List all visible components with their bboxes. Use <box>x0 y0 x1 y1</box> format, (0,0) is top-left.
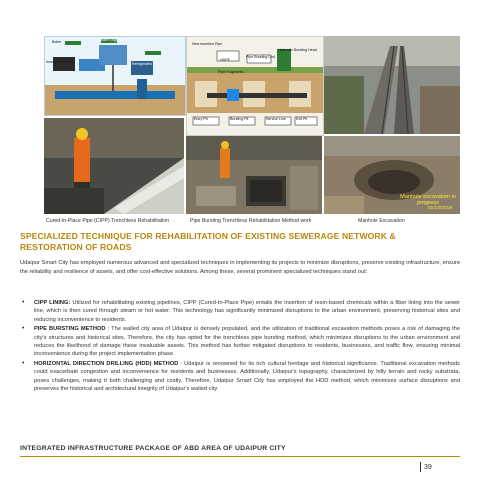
pb-label: Pipe Fragments <box>218 70 244 74</box>
cipp-label: Boiler <box>52 40 62 44</box>
bullet-icon: • <box>22 299 25 306</box>
pb-label: Exit Pit <box>296 117 308 121</box>
pb-label: HDPE <box>220 58 230 62</box>
cipp-schematic-image <box>44 36 186 116</box>
bullet-icon: • <box>22 325 25 333</box>
cipp-label: Refrigerated Truck <box>132 62 162 66</box>
point-text: : Udaipur is renowned for its rich cultural heritage and historical significance. Traditional excavation methods could exacerbate congestion and inconvenience for residents and businesses. Additionally, Udaipur's topography, characterized by hilly terrain and rocky substrata, poses challenges, making it both challenging and costly. Therefore, Udaipur Smart City has employed the HDD method, which minimizes surface disruptions and preserves the historical and architectural integrity of Udaipur's walled city. <box>34 360 461 393</box>
technique-list <box>20 299 460 394</box>
pb-label: Service Line <box>266 117 286 121</box>
bullet-icon: • <box>22 359 25 367</box>
manhole-photo-date: 01/10/2019 <box>428 206 453 211</box>
manhole-photo-label: Manhole excavation in progress <box>400 194 456 206</box>
manhole-caption: Manhole Excavation <box>358 218 405 224</box>
railway-photo-image <box>324 36 460 134</box>
pb-label: Entry Pit <box>194 117 208 121</box>
point-term: HORIZONTAL DIRECTION DRILLING (HDD) METHOD <box>34 360 179 367</box>
point-text: Utilized for rehabilitating existing pipelines, CIPP (Cured-In-Place Pipe) entails the insertion of resin-based chemicals within a fiber lining into the sewer line, which is then cured through steam or hot water. This technology has significantly minimized disruptions to the urban environment, preserving historical sites and reducing inconvenience to residents. <box>34 300 460 323</box>
pb-label: New Insertion Pipe <box>192 42 223 46</box>
cipp-worker-photo-image <box>44 118 184 214</box>
page-number: 39 <box>424 464 432 471</box>
section-heading: SPECIALIZED TECHNIQUE FOR REHABILITATION OF EXISTING SEWERAGE NETWORK & RESTORATION OF ROADS <box>20 231 396 252</box>
pb-label: Hydraulic Bursting Head <box>278 48 317 52</box>
pb-label: Bursting Pit <box>230 117 249 121</box>
cipp-label: Steam Engine <box>98 38 121 42</box>
cipp-caption: Cured-In-Place Pipe (CIPP) Trenchless Rehabilitation <box>46 218 170 224</box>
pipe-bursting-photo-image <box>186 136 322 214</box>
pipe-bursting-caption: Pipe Bursting Trenchless Rehabilitation Method work <box>190 218 312 224</box>
point-term: CIPP LINING: <box>34 300 71 306</box>
cipp-label: Inversion Drum <box>46 60 71 64</box>
list-item <box>20 325 460 359</box>
page-number-divider <box>420 462 421 472</box>
footer-divider <box>20 456 460 457</box>
footer-title: INTEGRATED INFRASTRUCTURE PACKAGE OF ABD AREA OF UDAIPUR CITY <box>20 445 286 452</box>
intro-paragraph: Udaipur Smart City has employed numerous advanced and specialized techniques in implementing its projects to minimize disruptions, preserve existing infrastructure, ensure the reliability and resilience of assets, and offer cost-effective solutions. Among these, several prominent specialized techniques stand out: <box>20 260 460 275</box>
point-text: : The walled city area of Udaipur is densely populated, and the utilization of traditional excavation methods poses a risk of damaging the city's structures and historical sites. Therefore, the city has opted for the trenchless pipe bursting method, which minimizes disruptions to the urban environment and reduces the likelihood of damage these invaluable assets. This method has further mitigated disruptions to residents, businesses, and traffic flow, ensuring minimal inconvenience during the project implementation phase. <box>34 326 460 358</box>
list-item <box>20 360 460 394</box>
list-item <box>20 299 460 324</box>
point-term: PIPE BURSTING METHOD <box>34 326 106 333</box>
pb-label: Pipe Bursting Unit <box>246 55 275 59</box>
